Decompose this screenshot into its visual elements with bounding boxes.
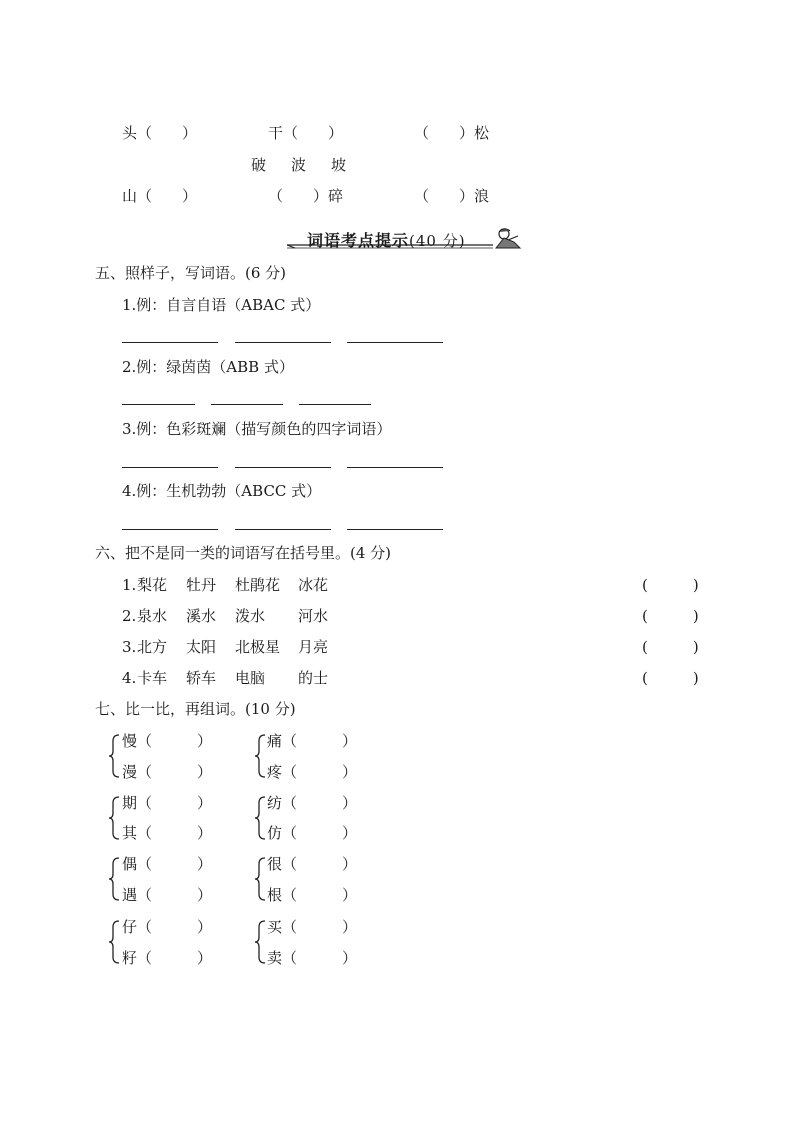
section5-heading: 五、照样子，写词语。(6 分) xyxy=(95,264,287,282)
s7-item[interactable]: 漫（ ） xyxy=(122,763,213,781)
section5-item-1: 1.例：自言自语（ABAC 式） xyxy=(122,296,321,314)
brace-icon xyxy=(108,856,120,902)
s6-num: 2. xyxy=(122,607,137,625)
brace-icon xyxy=(108,795,120,841)
answer-line[interactable] xyxy=(235,529,331,530)
answer-line[interactable] xyxy=(122,342,218,343)
brace-icon xyxy=(254,856,266,902)
s6-word: 电脑 xyxy=(235,669,266,687)
s6-word: 太阳 xyxy=(186,638,217,656)
s7-item[interactable]: 根（ ） xyxy=(267,886,358,904)
brace-icon xyxy=(254,919,266,965)
s6-num: 3. xyxy=(122,638,137,656)
answer-line[interactable] xyxy=(235,342,331,343)
section5-item-3: 3.例：色彩斑斓（描写颜色的四字词语） xyxy=(122,420,392,438)
answer-line[interactable] xyxy=(122,404,195,405)
banner-title-text: 词语考点提示 xyxy=(307,231,410,250)
s7-item[interactable]: 其（ ） xyxy=(122,824,213,842)
s6-word: 牡丹 xyxy=(186,576,217,594)
answer-line[interactable] xyxy=(122,529,218,530)
s7-item[interactable]: 痛（ ） xyxy=(267,732,358,750)
s6-word: 泉水 xyxy=(137,607,168,625)
s7-item[interactable]: 籽（ ） xyxy=(122,949,213,967)
middle-char-1: 破 xyxy=(251,156,267,174)
banner-title xyxy=(307,228,466,251)
top-item-3: （ ）松 xyxy=(414,124,490,142)
section-banner xyxy=(285,226,525,252)
s6-word: 梨花 xyxy=(137,576,168,594)
s6-word: 卡车 xyxy=(137,669,168,687)
s6-word: 泼水 xyxy=(235,607,266,625)
s7-item[interactable]: 期（ ） xyxy=(122,794,213,812)
s6-answer[interactable]: ( ) xyxy=(642,607,699,625)
section5-item-4: 4.例：生机勃勃（ABCC 式） xyxy=(122,482,322,500)
brace-icon xyxy=(108,733,120,779)
s6-word: 冰花 xyxy=(298,576,329,594)
cartoon-girl-icon xyxy=(490,226,524,252)
s6-word: 月亮 xyxy=(298,638,329,656)
banner-score: (40 分) xyxy=(409,232,466,250)
top-item-6: （ ）浪 xyxy=(414,187,490,205)
s7-item[interactable]: 遇（ ） xyxy=(122,886,213,904)
answer-line[interactable] xyxy=(299,404,371,405)
s7-item[interactable]: 很（ ） xyxy=(267,855,358,873)
brace-icon xyxy=(108,919,120,965)
s6-word: 河水 xyxy=(298,607,329,625)
s6-answer[interactable]: ( ) xyxy=(642,576,699,594)
top-item-4: 山（ ） xyxy=(122,187,198,205)
answer-line[interactable] xyxy=(235,467,331,468)
answer-line[interactable] xyxy=(211,404,283,405)
s6-answer[interactable]: ( ) xyxy=(642,638,699,656)
answer-line[interactable] xyxy=(347,467,443,468)
s6-word: 北方 xyxy=(137,638,168,656)
middle-char-3: 坡 xyxy=(331,156,347,174)
s7-item[interactable]: 偶（ ） xyxy=(122,855,213,873)
s7-item[interactable]: 纺（ ） xyxy=(267,794,358,812)
section6-heading: 六、把不是同一类的词语写在括号里。(4 分) xyxy=(95,544,392,562)
section7-heading: 七、比一比，再组词。(10 分) xyxy=(95,700,296,718)
s7-item[interactable]: 仿（ ） xyxy=(267,824,358,842)
s6-num: 4. xyxy=(122,669,137,687)
s7-item[interactable]: 仔（ ） xyxy=(122,918,213,936)
s6-answer[interactable]: ( ) xyxy=(642,669,699,687)
s7-item[interactable]: 买（ ） xyxy=(267,918,358,936)
answer-line[interactable] xyxy=(122,467,218,468)
answer-line[interactable] xyxy=(347,529,443,530)
s6-word: 溪水 xyxy=(186,607,217,625)
top-item-2: 干（ ） xyxy=(268,124,344,142)
top-item-5: （ ）碎 xyxy=(268,187,344,205)
s7-item[interactable]: 慢（ ） xyxy=(122,732,213,750)
s6-word: 轿车 xyxy=(186,669,217,687)
s6-word: 杜鹃花 xyxy=(235,576,281,594)
middle-char-2: 波 xyxy=(291,156,307,174)
brace-icon xyxy=(254,795,266,841)
s6-num: 1. xyxy=(122,576,137,594)
s6-word: 北极星 xyxy=(235,638,281,656)
top-item-1: 头（ ） xyxy=(122,124,198,142)
s7-item[interactable]: 疼（ ） xyxy=(267,763,358,781)
brace-icon xyxy=(254,733,266,779)
answer-line[interactable] xyxy=(347,342,443,343)
s6-word: 的士 xyxy=(298,669,329,687)
s7-item[interactable]: 卖（ ） xyxy=(267,949,358,967)
section5-item-2: 2.例：绿茵茵（ABB 式） xyxy=(122,358,294,376)
